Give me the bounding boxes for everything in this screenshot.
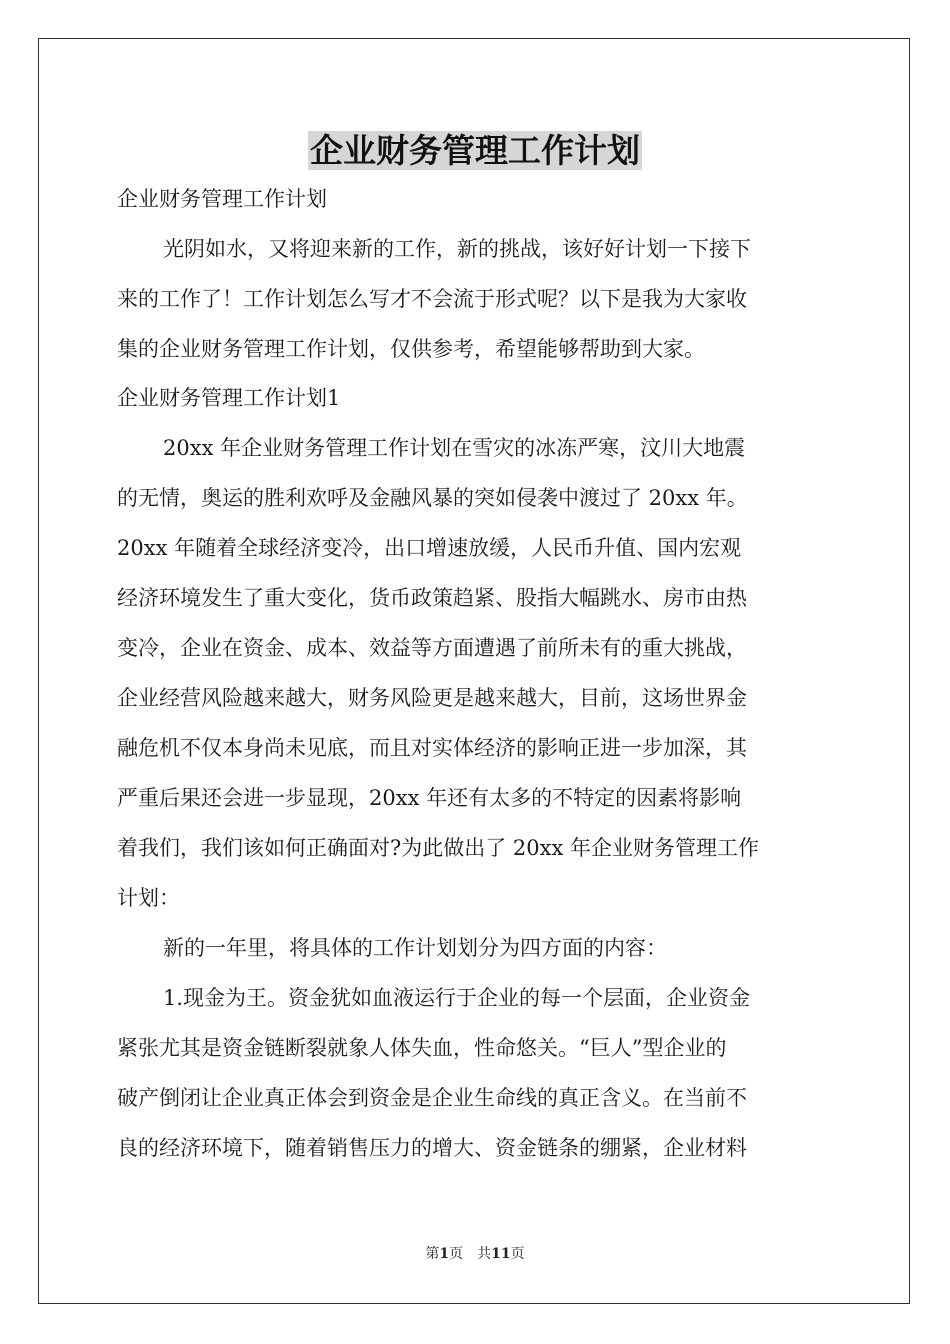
paragraph-line: 变冷，企业在资金、成本、效益等方面遭遇了前所未有的重大挑战，: [117, 636, 747, 660]
paragraph-line: 破产倒闭让企业真正体会到资金是企业生命线的真正含义。在当前不: [117, 1086, 747, 1110]
paragraph-line: 来的工作了！工作计划怎么写才不会流于形式呢？以下是我为大家收: [117, 287, 747, 311]
page-border: [38, 38, 910, 1304]
document-title-text: 企业财务管理工作计划: [310, 131, 640, 170]
paragraph-line: 经济环境发生了重大变化，货币政策趋紧、股指大幅跳水、房市由热: [117, 586, 747, 610]
page-number-mid: 页 共: [449, 1246, 492, 1262]
paragraph-line: 严重后果还会进一步显现，20xx 年还有太多的不特定的因素将影响: [117, 786, 742, 810]
page-number-prefix: 第: [425, 1246, 440, 1262]
paragraph-line: 融危机不仅本身尚未见底，而且对实体经济的影响正进一步加深，其: [117, 736, 747, 760]
paragraph-line: 新的一年里，将具体的工作计划划分为四方面的内容：: [163, 936, 667, 960]
page-number-current: 1: [439, 1246, 450, 1262]
paragraph-line: 的无情，奥运的胜利欢呼及金融风暴的突如侵袭中渡过了 20xx 年。: [117, 486, 748, 510]
paragraph-line: 良的经济环境下，随着销售压力的增大、资金链条的绷紧，企业材料: [117, 1136, 747, 1160]
paragraph-line: 20xx 年随着全球经济变冷，出口增速放缓，人民币升值、国内宏观: [117, 536, 742, 560]
page-footer: [0, 1243, 950, 1263]
paragraph-line: 紧张尤其是资金链断裂就象人体失血，性命悠关。“巨人”型企业的: [117, 1036, 727, 1060]
subtitle-line: 企业财务管理工作计划: [117, 187, 327, 211]
page-number-total: 11: [491, 1246, 511, 1262]
paragraph-line: 20xx 年企业财务管理工作计划在雪灾的冰冻严寒，汶川大地震: [163, 436, 746, 460]
paragraph-line: 1.现金为王。资金犹如血液运行于企业的每一个层面，企业资金: [163, 986, 751, 1010]
paragraph-line: 计划：: [117, 886, 180, 910]
paragraph-line: 着我们，我们该如何正确面对?为此做出了 20xx 年企业财务管理工作: [117, 836, 760, 860]
page-number-suffix: 页: [510, 1246, 525, 1262]
document-title: [0, 128, 950, 174]
paragraph-line: 光阴如水，又将迎来新的工作，新的挑战，该好好计划一下接下: [163, 237, 751, 261]
paragraph-line: 集的企业财务管理工作计划，仅供参考，希望能够帮助到大家。: [117, 337, 705, 361]
section-heading: 企业财务管理工作计划1: [117, 386, 341, 410]
paragraph-line: 企业经营风险越来越大，财务风险更是越来越大，目前，这场世界金: [117, 686, 747, 710]
